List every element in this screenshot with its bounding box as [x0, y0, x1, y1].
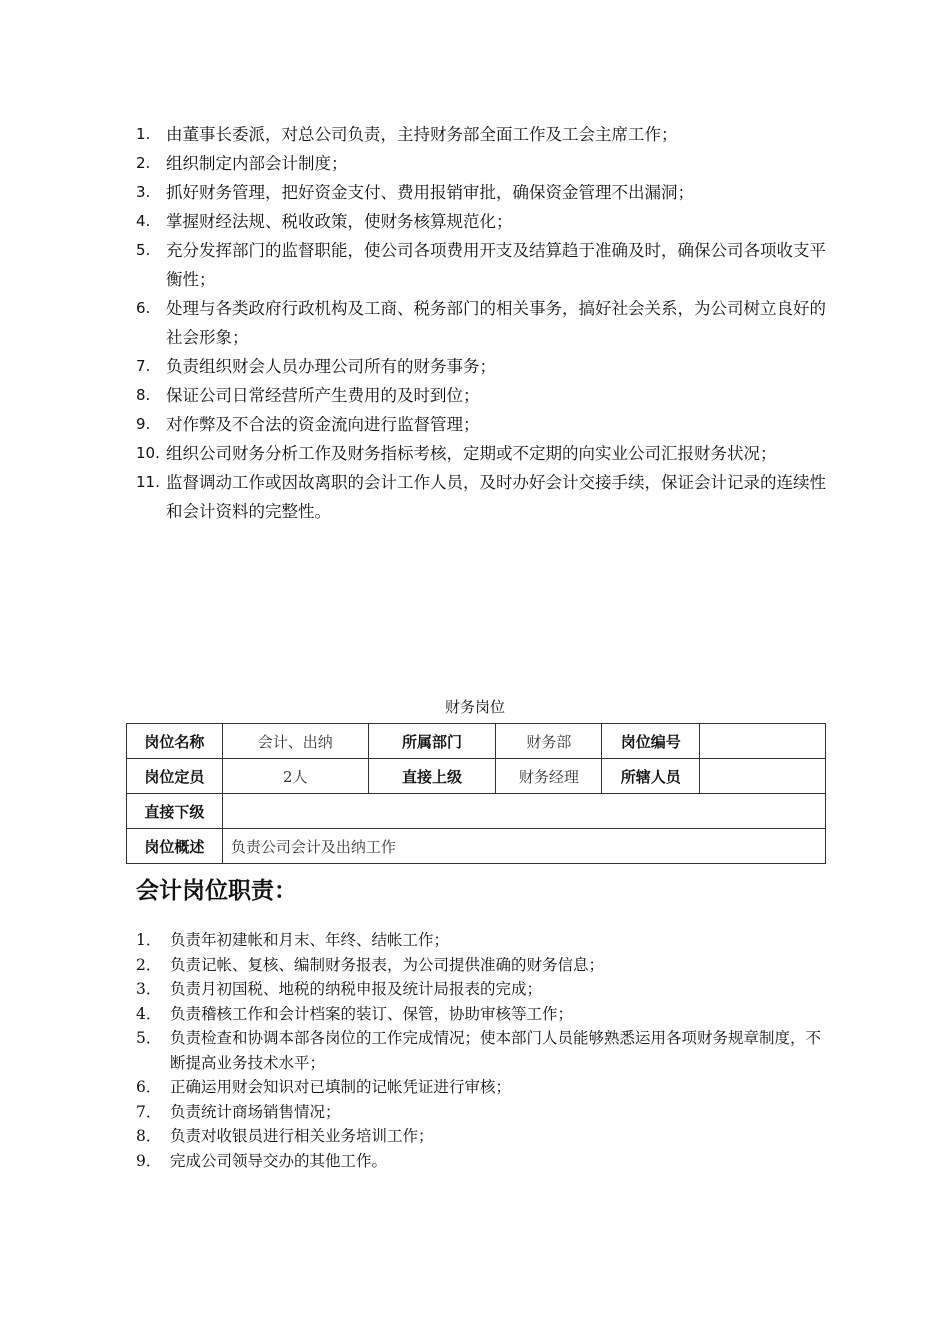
cell-value: 财务部 — [496, 724, 602, 759]
list-number: 9． — [136, 1151, 162, 1170]
section-heading: 会计岗位职责： — [136, 878, 297, 904]
cell-value — [700, 759, 826, 794]
list-number: 2. — [136, 154, 151, 172]
cell-label: 所辖人员 — [602, 759, 700, 794]
list-item — [136, 468, 826, 526]
list-text: 抓好财务管理，把好资金支付、费用报销审批，确保资金管理不出漏洞； — [166, 183, 694, 202]
list-item — [136, 207, 826, 236]
list-item — [136, 1124, 826, 1149]
list-item — [136, 928, 826, 953]
list-item — [136, 1002, 826, 1027]
list-text: 由董事长委派，对总公司负责，主持财务部全面工作及工会主席工作； — [166, 125, 678, 144]
list-text: 对作弊及不合法的资金流向进行监督管理； — [166, 415, 480, 434]
cell-value: 负责公司会计及出纳工作 — [222, 829, 825, 864]
list-number: 1. — [136, 125, 151, 143]
list-number: 3. — [136, 183, 151, 201]
list-number: 3． — [136, 980, 162, 998]
cell-label: 岗位名称 — [127, 724, 223, 759]
cell-value: 2人 — [222, 759, 368, 794]
list-number: 4. — [136, 212, 151, 230]
list-text: 负责统计商场销售情况； — [170, 1102, 341, 1121]
cell-label: 直接下级 — [127, 794, 223, 829]
list-item — [136, 953, 826, 978]
list-number: 4． — [136, 1004, 162, 1023]
list-text: 负责组织财会人员办理公司所有的财务事务； — [166, 357, 496, 376]
table-row — [127, 794, 826, 829]
table-row — [127, 829, 826, 864]
cell-value — [700, 724, 826, 759]
list-text: 充分发挥部门的监督职能，使公司各项费用开支及结算趋于准确及时，确保公司各项收支平衡性； — [166, 241, 826, 289]
list-number: 2． — [136, 955, 162, 974]
list-item — [136, 410, 826, 439]
list-text: 组织制定内部会计制度； — [166, 154, 348, 173]
cell-value: 会计、出纳 — [222, 724, 368, 759]
list-number: 10. — [136, 444, 160, 462]
list-number: 7. — [136, 357, 151, 375]
list-text: 完成公司领导交办的其他工作。 — [170, 1151, 388, 1170]
list-text: 保证公司日常经营所产生费用的及时到位； — [166, 386, 480, 405]
list-item — [136, 1100, 826, 1125]
position-info-table — [126, 723, 826, 864]
list-text: 正确运用财会知识对已填制的记帐凭证进行审核； — [170, 1078, 512, 1096]
list-text: 负责检查和协调本部各岗位的工作完成情况；使本部门人员能够熟悉运用各项财务规章制度，不断提高业务技术水平； — [170, 1029, 822, 1072]
list-text: 监督调动工作或因故离职的会计工作人员，及时办好会计交接手续，保证会计记录的连续性和会计资料的完整性。 — [166, 473, 826, 521]
list-number: 9. — [136, 415, 151, 433]
list-item — [136, 294, 826, 352]
table-row — [127, 759, 826, 794]
cell-label: 所属部门 — [368, 724, 496, 759]
list-text: 负责稽核工作和会计档案的装订、保管，协助审核等工作； — [170, 1004, 574, 1023]
list-item — [136, 120, 826, 149]
list-number: 5． — [136, 1029, 162, 1047]
list-number: 11. — [136, 473, 160, 491]
table-caption: 财务岗位 — [444, 698, 505, 716]
list-number: 5. — [136, 241, 151, 259]
cell-label: 岗位定员 — [127, 759, 223, 794]
list-item — [136, 178, 826, 207]
cell-value: 财务经理 — [496, 759, 602, 794]
list-item — [136, 1075, 826, 1100]
cell-label: 岗位概述 — [127, 829, 223, 864]
list-text: 组织公司财务分析工作及财务指标考核，定期或不定期的向实业公司汇报财务状况； — [166, 444, 777, 463]
list-text: 掌握财经法规、税收政策，使财务核算规范化； — [166, 212, 513, 231]
list-item — [136, 1149, 826, 1174]
list-item — [136, 352, 826, 381]
cell-label: 直接上级 — [368, 759, 496, 794]
list-number: 6． — [136, 1078, 162, 1096]
list-text: 处理与各类政府行政机构及工商、税务部门的相关事务，搞好社会关系，为公司树立良好的社会形象； — [166, 299, 826, 347]
list-item — [136, 977, 826, 1002]
cell-label: 岗位编号 — [602, 724, 700, 759]
cell-value — [222, 794, 825, 829]
list-text: 负责年初建帐和月末、年终、结帐工作； — [170, 931, 450, 949]
list-number: 1． — [136, 931, 162, 949]
list-text: 负责对收银员进行相关业务培训工作； — [170, 1127, 434, 1145]
list-item — [136, 149, 826, 178]
list-text: 负责月初国税、地税的纳税申报及统计局报表的完成； — [170, 980, 543, 998]
list-item — [136, 381, 826, 410]
list-item — [136, 439, 826, 468]
manager-duties-list — [136, 120, 826, 526]
list-text: 负责记帐、复核、编制财务报表，为公司提供准确的财务信息； — [170, 955, 605, 974]
list-item — [136, 236, 826, 294]
list-number: 6. — [136, 299, 151, 317]
list-number: 7． — [136, 1102, 162, 1121]
list-item — [136, 1026, 826, 1075]
list-number: 8. — [136, 386, 151, 404]
accounting-duties-list — [136, 928, 826, 1173]
list-number: 8． — [136, 1127, 162, 1145]
table-row — [127, 724, 826, 759]
